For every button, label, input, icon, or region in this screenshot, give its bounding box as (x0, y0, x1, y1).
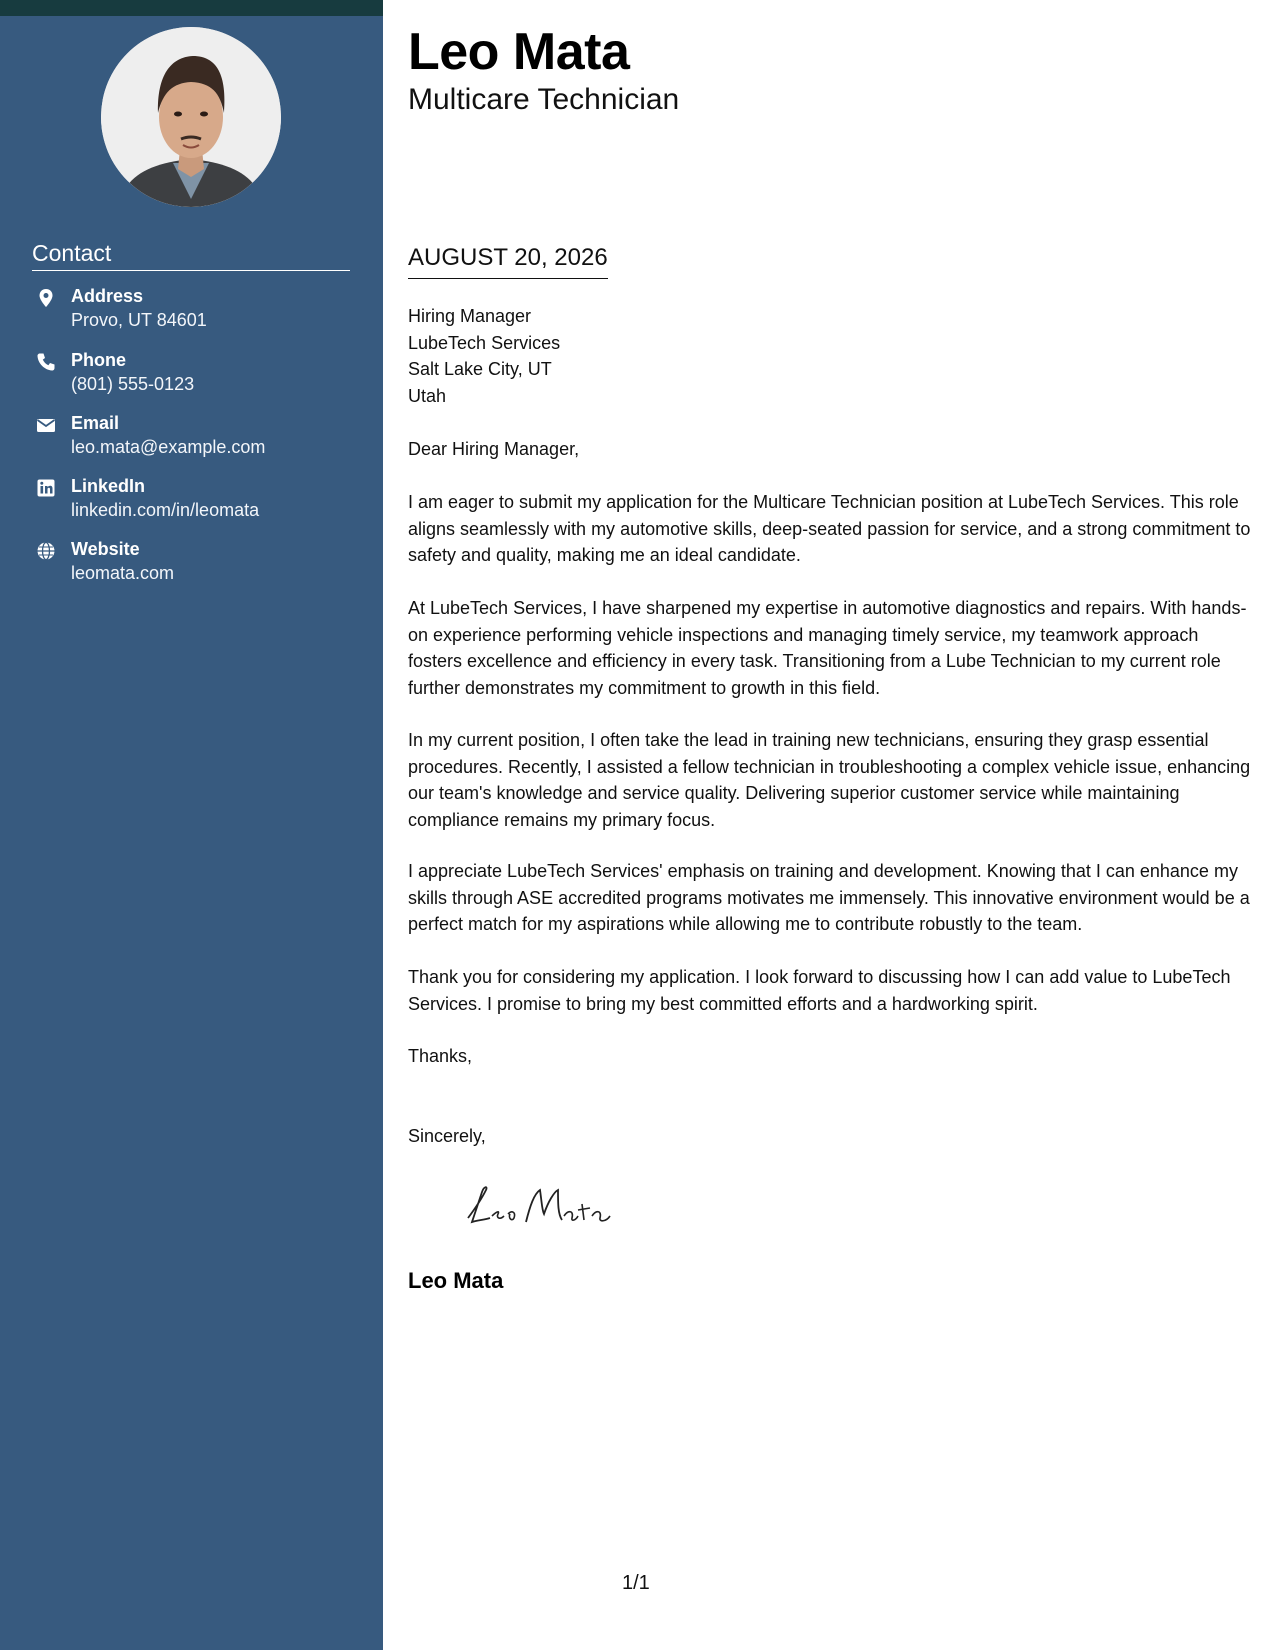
avatar (101, 27, 281, 207)
website-label: Website (71, 539, 140, 559)
paragraph: Thank you for considering my application. I look forward to discussing how I can add value to LubeTech Services. I promise to bring my best committed efforts and a hardworking spirit. (408, 967, 1231, 1014)
paragraph: In my current position, I often take the lead in training new technicians, ensuring they grasp essential procedures. Recently, I assisted a fellow technician in troubleshooting a complex vehicle issue, enhancing our team's knowledge and service quality. Delivering superior customer service while maintaining compliance remains my primary focus. (408, 730, 1251, 830)
recipient-line: LubeTech Services (408, 332, 561, 353)
paragraph: At LubeTech Services, I have sharpened my expertise in automotive diagnostics and repairs. With hands-on experience performing vehicle inspections and managing timely service, my teamwork approach fosters excellence and efficiency in every task. Transitioning from a Lube Technician to my current role further demonstrates my commitment to growth in this field. (408, 598, 1247, 698)
sidebar-top-bar (0, 0, 383, 16)
signature-image (460, 1180, 630, 1232)
paragraph: I am eager to submit my application for the Multicare Technician position at LubeTech Services. This role aligns seamlessly with my automotive skills, deep-seated passion for service, and a strong commitment to safety and quality, making me an ideal candidate. (408, 492, 1251, 565)
recipient-line: Salt Lake City, UT (408, 359, 552, 379)
address-label: Address (71, 286, 144, 306)
closing-line: Sincerely, (408, 1126, 486, 1146)
page-number: 1/1 (622, 1572, 650, 1594)
phone-label: Phone (71, 350, 127, 370)
address-value: Provo, UT 84601 (71, 310, 207, 330)
email-label: Email (71, 413, 120, 433)
salutation: Dear Hiring Manager, (408, 439, 580, 459)
paragraph: I appreciate LubeTech Services' emphasis on training and development. Knowing that I can enhance my skills through ASE accredited programs motivates me immensely. This innovative environment would be a perfect match for my aspirations while allowing me to contribute robustly to the team. (408, 861, 1250, 934)
linkedin-icon (36, 478, 56, 498)
recipient-line: Hiring Manager (408, 306, 532, 326)
letter-date: AUGUST 20, 2026 (408, 244, 608, 279)
linkedin-label: LinkedIn (71, 476, 146, 496)
phone-icon (36, 352, 56, 372)
envelope-icon (36, 415, 56, 435)
contact-heading: Contact (32, 240, 350, 271)
linkedin-value[interactable]: linkedin.com/in/leomata (71, 500, 260, 520)
map-pin-icon (36, 288, 56, 308)
recipient-line: Utah (408, 385, 447, 406)
recipient-block (408, 303, 560, 409)
avatar-portrait (101, 27, 281, 207)
signer-name: Leo Mata (408, 1268, 504, 1293)
job-title: Multicare Technician (408, 83, 680, 116)
applicant-name: Leo Mata (408, 23, 630, 81)
thanks-line: Thanks, (408, 1046, 473, 1066)
email-value: leo.mata@example.com (71, 437, 266, 457)
website-value[interactable]: leomata.com (71, 563, 175, 583)
globe-icon (36, 541, 56, 561)
phone-value: (801) 555-0123 (71, 374, 195, 394)
sidebar (0, 0, 383, 1650)
